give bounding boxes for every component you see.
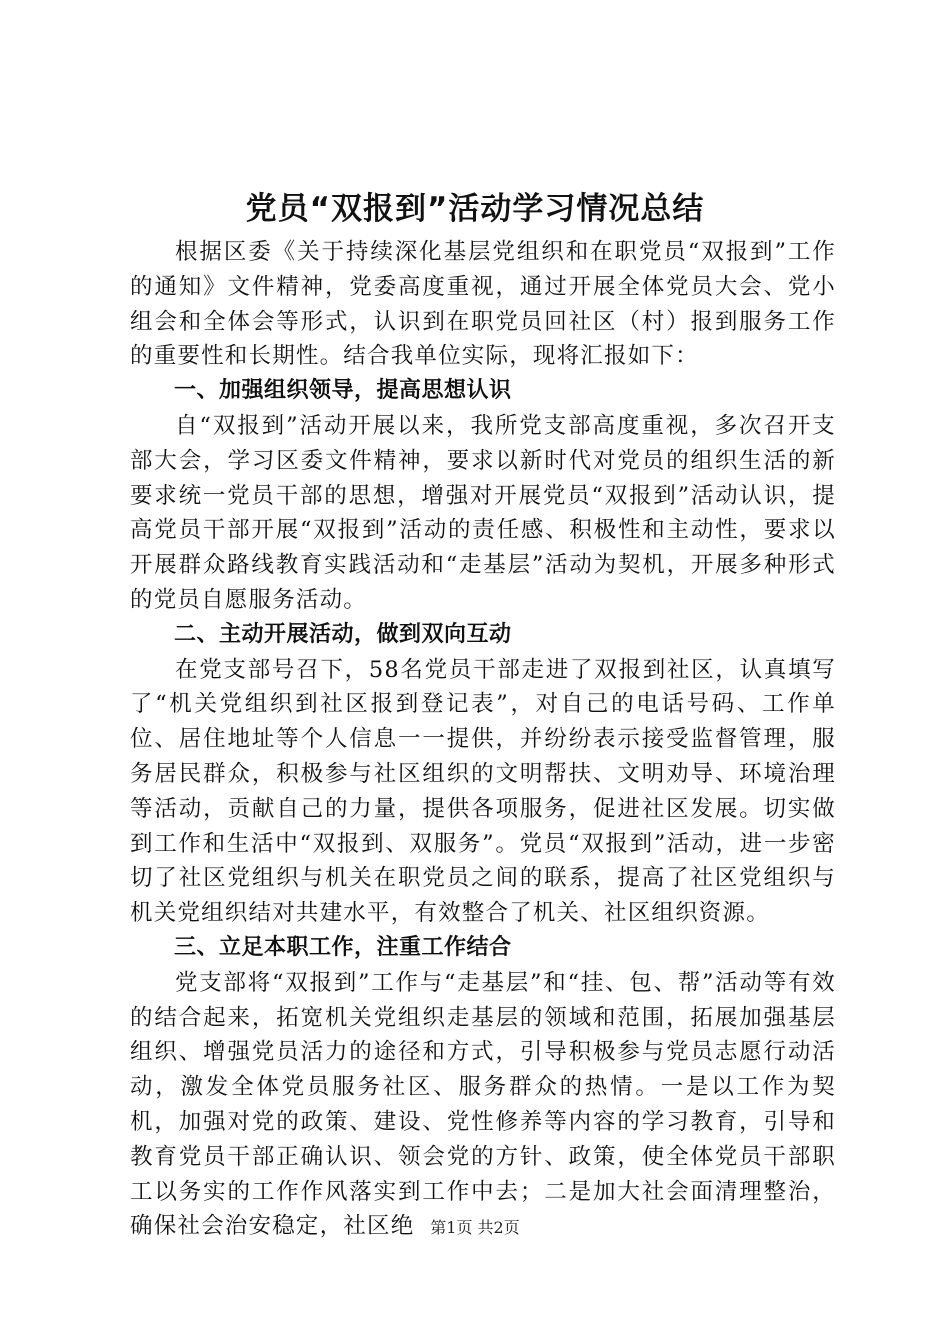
section-heading-1: 一、加强组织领导，提高思想认识 bbox=[174, 378, 512, 404]
document-body bbox=[130, 235, 836, 1244]
section-body-3: 党支部将“双报到”工作与“走基层”和“挂、包、帮”活动等有效的结合起来，拓宽机关党组织走基层的领域和范围，拓展加强基层组织、增强党员活力的途径和方式，引导积极参与党员志愿行动活动，激发全体党员服务社区、服务群众的热情。一是以工作为契机，加强对党的政策、建设、党性修养等内容的学习教育，引导和教育党员干部正确认识、领会党的方针、政策，使全体党员干部职工以务实的工作作风落实到工作中去；二是加大社会面清理整治，确保社会治安稳定，社区绝 bbox=[130, 969, 836, 1240]
page-number-footer: 第1页 共2页 bbox=[430, 1218, 520, 1237]
document-title: 党员“双报到”活动学习情况总结 bbox=[245, 191, 705, 227]
section-heading-3: 三、立足本职工作，注重工作结合 bbox=[174, 934, 512, 960]
section-body-2: 在党支部号召下，58名党员干部走进了双报到社区，认真填写了“机关党组织到社区报到登记表”，对自己的电话号码、工作单位、居住地址等个人信息一一提供，并纷纷表示接受监督管理，服务居民群众，积极参与社区组织的文明帮扶、文明劝导、环境治理等活动，贡献自己的力量，提供各项服务，促进社区发展。切实做到工作和生活中“双报到、双服务”。党员“双报到”活动，进一步密切了社区党组织与机关在职党员之间的联系，提高了社区党组织与机关党组织结对共建水平，有效整合了机关、社区组织资源。 bbox=[130, 656, 836, 927]
intro-paragraph: 根据区委《关于持续深化基层党组织和在职党员“双报到”工作的通知》文件精神，党委高度重视，通过开展全体党员大会、党小组会和全体会等形式，认识到在职党员回社区（村）报到服务工作的重要性和长期性。结合我单位实际，现将汇报如下： bbox=[130, 239, 836, 370]
section-body-1: 自“双报到”活动开展以来，我所党支部高度重视，多次召开支部大会，学习区委文件精神，要求以新时代对党员的组织生活的新要求统一党员干部的思想，增强对开展党员“双报到”活动认识，提高党员干部开展“双报到”活动的责任感、积极性和主动性，要求以开展群众路线教育实践活动和“走基层”活动为契机，开展多种形式的党员自愿服务活动。 bbox=[130, 412, 836, 613]
section-heading-2: 二、主动开展活动，做到双向互动 bbox=[174, 621, 512, 647]
